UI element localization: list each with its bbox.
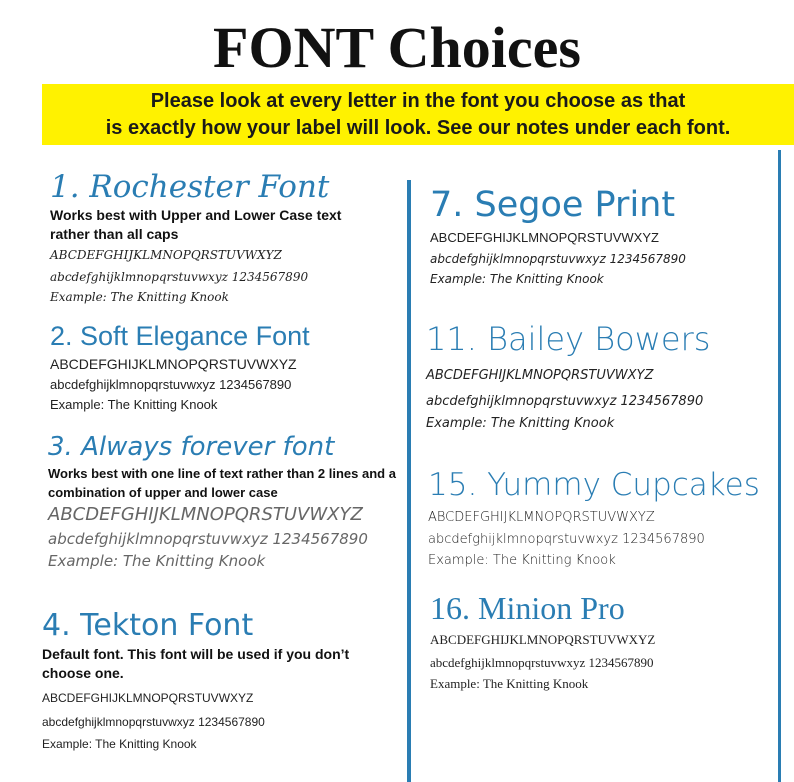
column-divider	[407, 180, 411, 782]
font-name: 3. Always forever font	[48, 432, 335, 462]
page-title: FONT Choices	[213, 15, 581, 80]
example-sample: Example: The Knitting Knook	[430, 272, 604, 286]
font-note: Works best with one line of text rather than 2 lines and a	[48, 466, 396, 481]
font-sample-segoe-print	[430, 182, 686, 288]
example-sample: Example: The Knitting Knook	[430, 676, 589, 691]
uppercase-sample: ABCDEFGHIJKLMNOPQRSTUVWXYZ	[430, 632, 656, 647]
lowercase-sample: abcdefghijklmnopqrstuvwxyz 1234567890	[50, 270, 309, 284]
font-sample-soft-elegance	[50, 318, 310, 415]
uppercase-sample: ABCDEFGHIJKLMNOPQRSTUVWXYZ	[430, 230, 659, 245]
lowercase-sample: abcdefghijklmnopqrstuvwxyz 1234567890	[48, 530, 368, 548]
uppercase-sample: ABCDEFGHIJKLMNOPQRSTUVWXYZ	[426, 368, 654, 383]
font-sample-tekton	[42, 607, 349, 754]
right-border	[778, 150, 781, 782]
font-name: 7. Segoe Print	[430, 185, 676, 225]
font-note: Default font. This font will be used if you don’t	[42, 646, 350, 662]
font-name: 4. Tekton Font	[42, 608, 254, 643]
font-sample-bailey-bowers	[426, 316, 710, 434]
font-note: Works best with Upper and Lower Case text	[50, 207, 342, 223]
example-sample: Example: The Knitting Knook	[50, 290, 229, 304]
example-sample: Example: The Knitting Knook	[48, 552, 266, 570]
uppercase-sample: ABCDEFGHIJKLMNOPQRSTUVWXYZ	[42, 691, 254, 705]
font-sample-always-forever	[48, 430, 396, 572]
banner-line-2: is exactly how your label will look. See our notes under each font.	[105, 117, 731, 139]
font-note: rather than all caps	[50, 226, 179, 242]
font-name: 16. Minion Pro	[430, 590, 625, 626]
font-sample-minion-pro	[430, 588, 655, 694]
font-name: 15. Yummy Cupcakes	[428, 467, 760, 503]
lowercase-sample: abcdefghijklmnopqrstuvwxyz 1234567890	[42, 715, 265, 729]
example-sample: Example: The Knitting Knook	[426, 416, 615, 431]
lowercase-sample: abcdefghijklmnopqrstuvwxyz 1234567890	[430, 655, 654, 670]
font-sample-yummy-cupcakes	[428, 463, 760, 571]
uppercase-sample: ABCDEFGHIJKLMNOPQRSTUVWXYZ	[48, 504, 363, 525]
banner-line-1: Please look at every letter in the font you choose as that	[150, 90, 686, 112]
uppercase-sample: ABCDEFGHIJKLMNOPQRSTUVWXYZ	[50, 248, 282, 262]
lowercase-sample: abcdefghijklmnopqrstuvwxyz 1234567890	[50, 377, 292, 392]
instruction-banner	[42, 84, 794, 145]
font-note: combination of upper and lower case	[48, 485, 278, 500]
example-sample: Example: The Knitting Knook	[428, 553, 616, 568]
uppercase-sample: ABCDEFGHIJKLMNOPQRSTUVWXYZ	[50, 356, 297, 372]
example-sample: Example: The Knitting Knook	[42, 737, 197, 751]
font-sample-rochester	[50, 168, 341, 306]
font-name: 2. Soft Elegance Font	[50, 321, 310, 351]
font-note: choose one.	[42, 665, 124, 681]
uppercase-sample: ABCDEFGHIJKLMNOPQRSTUVWXYZ	[428, 510, 655, 525]
example-sample: Example: The Knitting Knook	[50, 397, 218, 412]
lowercase-sample: abcdefghijklmnopqrstuvwxyz 1234567890	[426, 394, 704, 409]
lowercase-sample: abcdefghijklmnopqrstuvwxyz 1234567890	[428, 532, 705, 547]
font-name: 1. Rochester Font	[50, 169, 330, 205]
lowercase-sample: abcdefghijklmnopqrstuvwxyz 1234567890	[430, 252, 686, 266]
font-name: 11. Bailey Bowers	[426, 320, 711, 358]
